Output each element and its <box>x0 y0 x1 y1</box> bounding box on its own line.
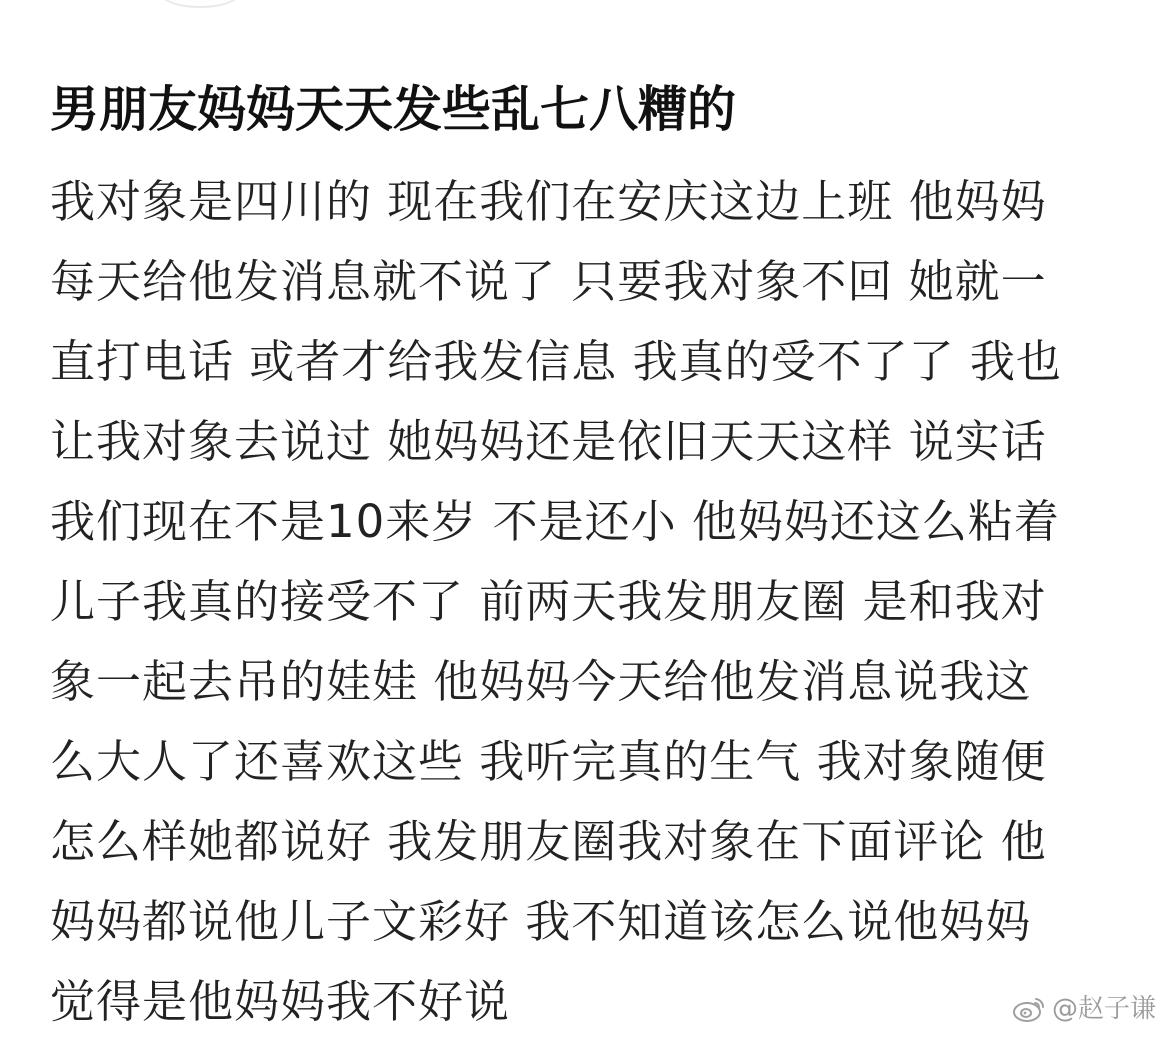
post-body-line: 每天给他发消息就不说了 只要我对象不回 她就一 <box>50 255 1047 308</box>
post-body-line: 妈妈都说他儿子文彩好 我不知道该怎么说他妈妈 <box>50 895 1032 948</box>
post-body-line: 象一起去吊的娃娃 他妈妈今天给他发消息说我这 <box>50 655 1032 708</box>
post-body <box>50 162 1125 1042</box>
post-body-line: 让我对象去说过 她妈妈还是依旧天天这样 说实话 <box>50 415 1047 468</box>
weibo-watermark <box>1012 992 1156 1026</box>
weibo-icon <box>1012 995 1046 1023</box>
post-body-line: 我们现在不是10来岁 不是还小 他妈妈还这么粘着 <box>50 495 1060 548</box>
post-body-line: 我对象是四川的 现在我们在安庆这边上班 他妈妈 <box>50 175 1047 228</box>
post-body-line: 怎么样她都说好 我发朋友圈我对象在下面评论 他 <box>50 815 1047 868</box>
post-body-line: 么大人了还喜欢这些 我听完真的生气 我对象随便 <box>50 735 1047 788</box>
post-title: 男朋友妈妈天天发些乱七八糟的 <box>50 81 737 138</box>
avatar-edge <box>160 0 240 8</box>
post-body-line: 直打电话 或者才给我发信息 我真的受不了了 我也 <box>50 335 1062 388</box>
post-card <box>50 66 1125 1042</box>
post-body-line: 觉得是他妈妈我不好说 <box>50 975 511 1028</box>
post-body-line: 儿子我真的接受不了 前两天我发朋友圈 是和我对 <box>50 575 1047 628</box>
watermark-text: @赵子谦 <box>1051 994 1156 1024</box>
